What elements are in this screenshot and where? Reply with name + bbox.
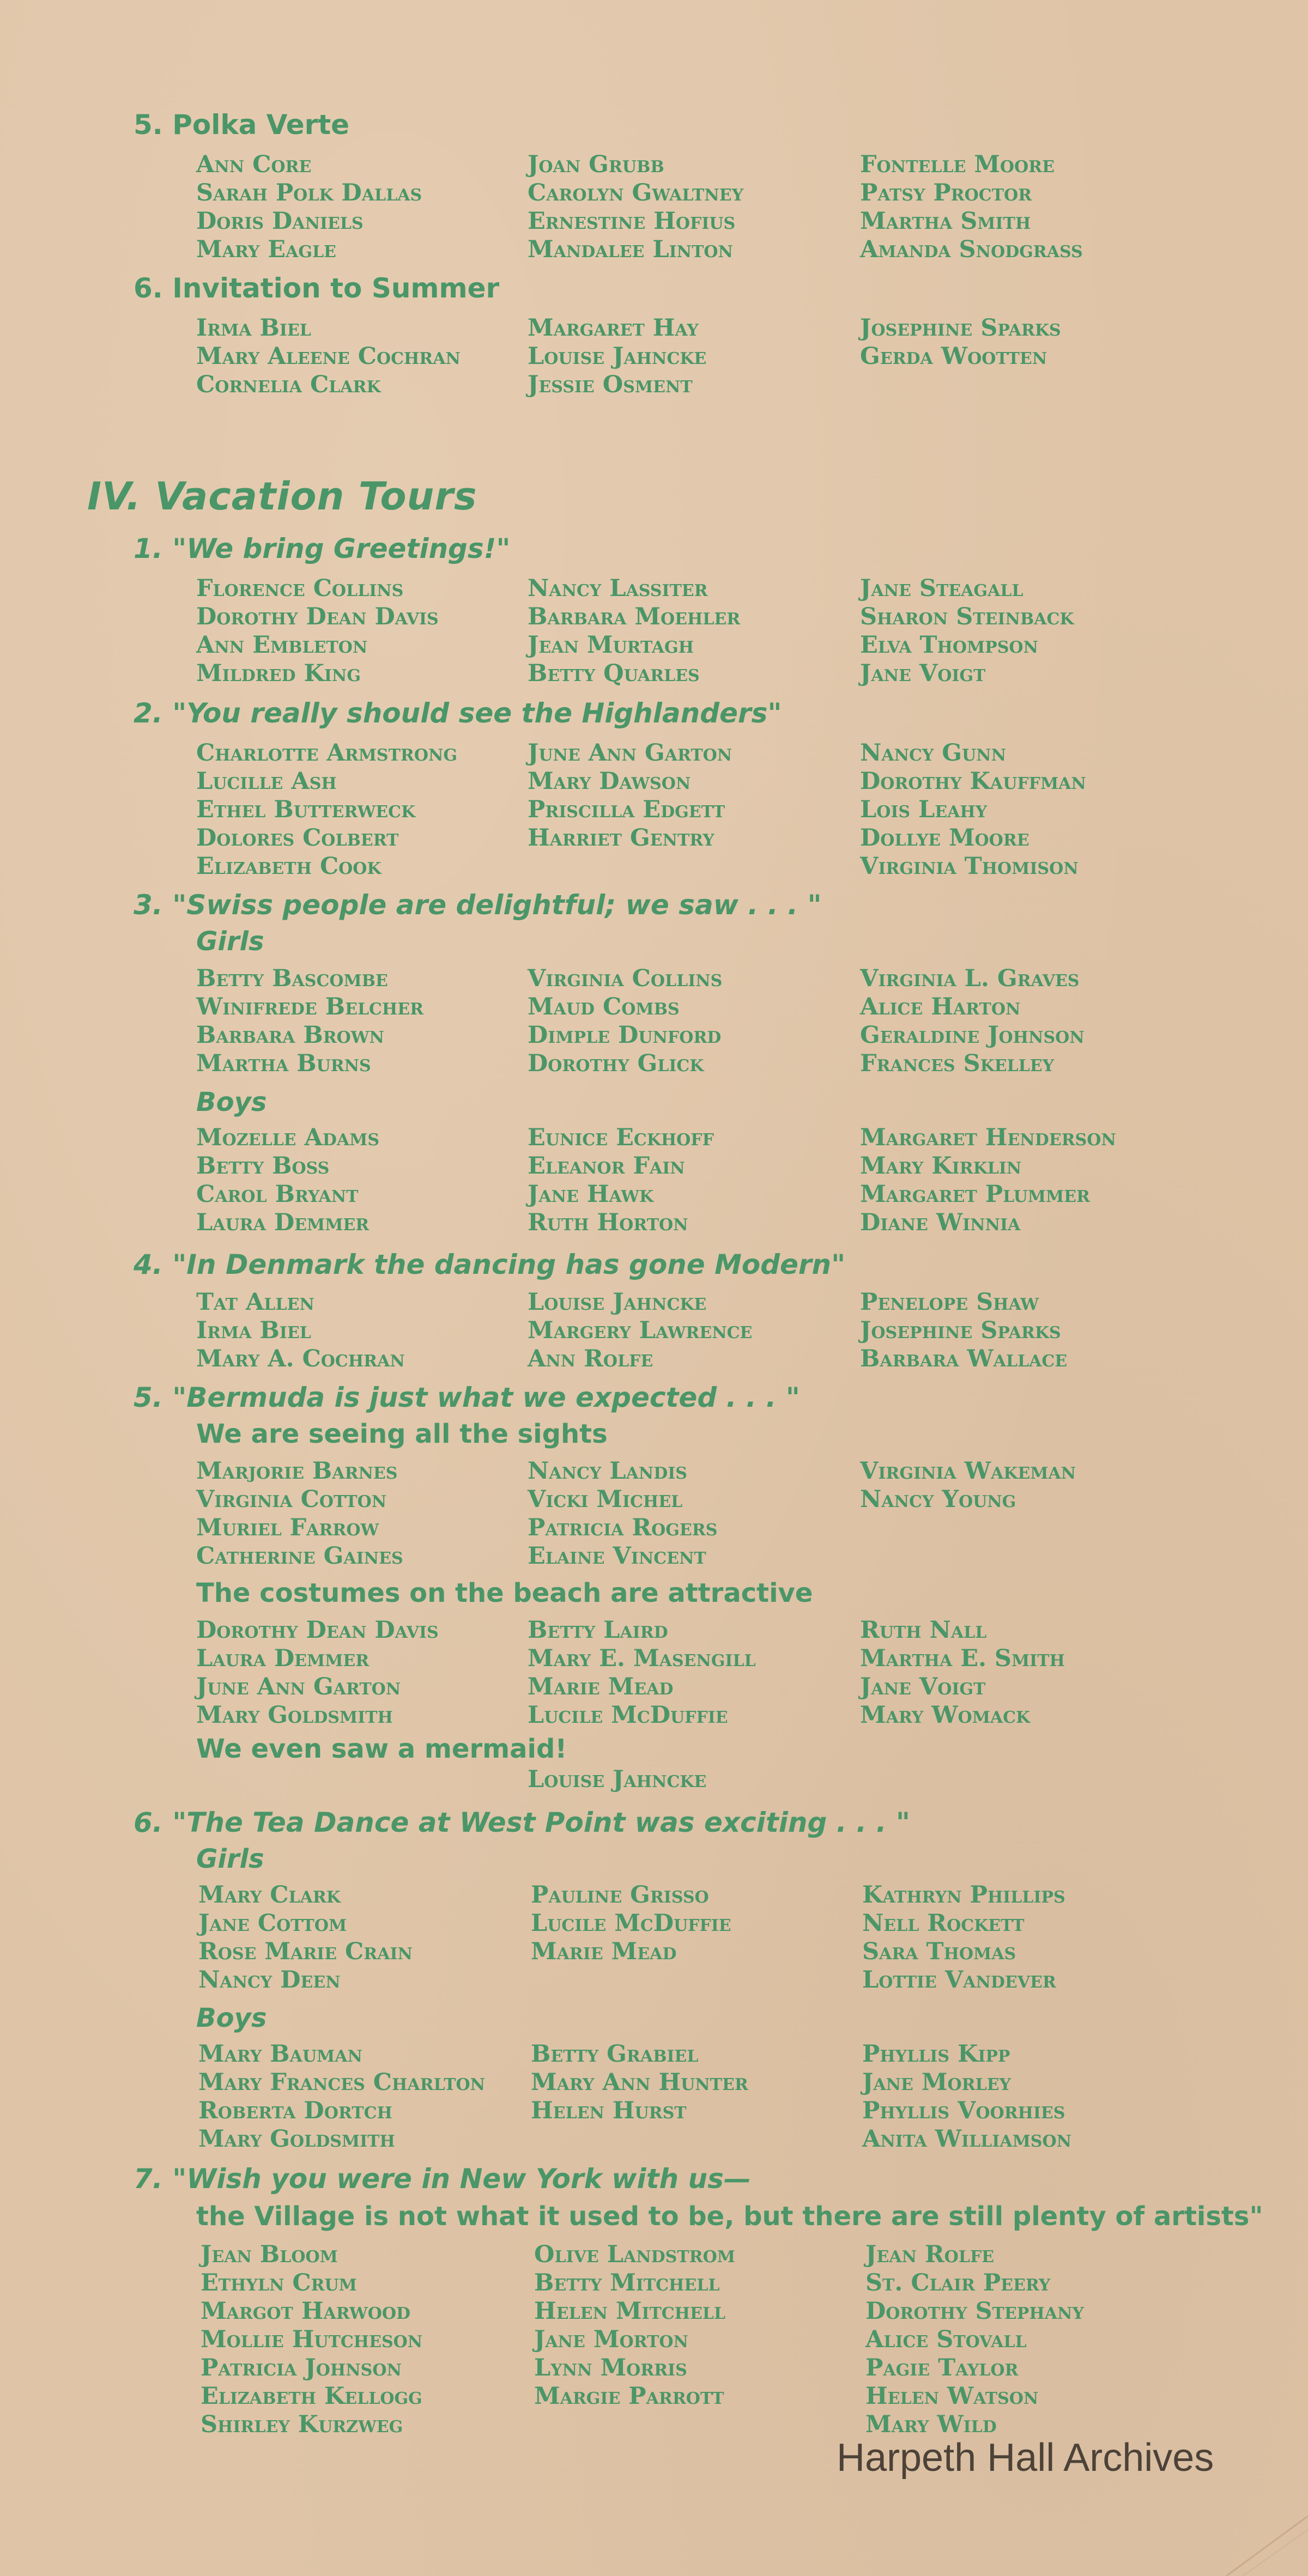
name-column: [528, 1616, 756, 1729]
person-name: Cornelia Clark: [196, 371, 381, 398]
person-name: Winifrede Belcher: [196, 993, 424, 1020]
person-name: Lynn Morris: [534, 2354, 687, 2381]
dance-heading-polka-verte: 5. Polka Verte: [134, 109, 350, 141]
person-name: Sharon Steinback: [860, 603, 1074, 630]
person-name: Ernestine Hofius: [528, 208, 736, 235]
person-name: Lottie Vandever: [862, 1966, 1056, 1994]
person-name: Mary Eagle: [196, 236, 336, 263]
person-name: Lucile McDuffie: [531, 1910, 731, 1937]
person-name: Maud Combs: [528, 993, 680, 1020]
person-name: Phyllis Kipp: [862, 2040, 1010, 2068]
person-name: Virginia Thomison: [860, 853, 1079, 880]
person-name: Louise Jahncke: [528, 343, 707, 370]
person-name: Nancy Young: [860, 1486, 1016, 1513]
name-column: [860, 1457, 1076, 1514]
name-column: [196, 739, 457, 880]
person-name: Margie Parrott: [534, 2383, 724, 2410]
person-name: Pagie Taylor: [865, 2354, 1019, 2381]
name-mermaid: Louise Jahncke: [528, 1766, 707, 1793]
person-name: Jean Rolfe: [865, 2241, 995, 2268]
person-name: Doris Daniels: [196, 208, 364, 235]
person-name: Martha Burns: [196, 1050, 371, 1077]
person-name: Eleanor Fain: [528, 1152, 685, 1180]
section-title-vacation-tours: IV. Vacation Tours: [87, 474, 477, 519]
person-name: Jane Morton: [534, 2326, 688, 2353]
person-name: Betty Quarles: [528, 660, 700, 687]
person-name: Mary Frances Charlton: [198, 2069, 486, 2096]
person-name: Margaret Henderson: [860, 1124, 1116, 1151]
name-column: [860, 1123, 1116, 1237]
person-name: Amanda Snodgrass: [860, 236, 1083, 263]
person-name: Dorothy Stephany: [865, 2298, 1084, 2325]
name-column: [196, 150, 422, 264]
person-name: Mary Dawson: [528, 768, 691, 795]
person-name: Penelope Shaw: [860, 1289, 1039, 1316]
name-column: [198, 2040, 485, 2153]
person-name: Sara Thomas: [862, 1938, 1016, 1965]
person-name: Mary Womack: [860, 1702, 1031, 1729]
person-name: Margaret Plummer: [860, 1181, 1090, 1208]
person-name: Nell Rockett: [862, 1910, 1025, 1937]
person-name: Mary Goldsmith: [196, 1702, 393, 1729]
person-name: Marjorie Barnes: [196, 1457, 398, 1485]
person-name: Tat Allen: [196, 1289, 314, 1316]
person-name: Elva Thompson: [860, 631, 1038, 659]
name-column: [201, 2240, 422, 2439]
name-column: [196, 574, 439, 688]
person-name: Lois Leahy: [860, 796, 988, 823]
person-name: Mandalee Linton: [528, 236, 733, 263]
archive-watermark: Harpeth Hall Archives: [837, 2436, 1214, 2480]
person-name: Carol Bryant: [196, 1181, 359, 1208]
name-column: [860, 314, 1061, 370]
tour-heading-bermuda: 5. "Bermuda is just what we expected . . . ": [134, 1382, 800, 1413]
person-name: Martha E. Smith: [860, 1645, 1065, 1672]
name-column: [528, 1457, 717, 1570]
name-column: [860, 964, 1085, 1078]
name-column: [860, 739, 1086, 880]
name-column: [865, 2240, 1084, 2439]
person-name: Olive Landstrom: [534, 2241, 735, 2268]
person-name: Virginia L. Graves: [860, 965, 1080, 992]
person-name: Elizabeth Kellogg: [201, 2383, 422, 2410]
person-name: Fontelle Moore: [860, 151, 1055, 178]
person-name: Geraldine Johnson: [860, 1022, 1085, 1049]
person-name: Patricia Johnson: [201, 2354, 402, 2381]
person-name: Josephine Sparks: [860, 1317, 1061, 1344]
person-name: Marie Mead: [531, 1938, 677, 1965]
person-name: Anita Williamson: [862, 2125, 1071, 2153]
name-column: [198, 1881, 413, 1994]
name-column: [196, 964, 423, 1078]
person-name: Ann Core: [196, 151, 312, 178]
costumes-label: The costumes on the beach are attractive: [196, 1578, 813, 1608]
boys-label: Boys: [196, 1087, 267, 1117]
person-name: Jean Bloom: [201, 2241, 338, 2268]
person-name: Virginia Cotton: [196, 1486, 387, 1513]
name-column: [531, 1881, 731, 1966]
person-name: St. Clair Peery: [865, 2269, 1051, 2296]
sights-label: We are seeing all the sights: [196, 1419, 608, 1449]
person-name: Ann Embleton: [196, 631, 368, 659]
person-name: Ruth Horton: [528, 1209, 688, 1236]
person-name: Alice Harton: [860, 993, 1021, 1020]
person-name: Alice Stovall: [865, 2326, 1027, 2353]
person-name: Mary Bauman: [198, 2040, 362, 2068]
person-name: Frances Skelley: [860, 1050, 1054, 1077]
person-name: Nancy Gunn: [860, 739, 1006, 767]
name-column: [531, 2040, 748, 2125]
name-column: [196, 1123, 379, 1237]
tour-heading-highlanders: 2. "You really should see the Highlanders": [134, 697, 782, 729]
person-name: Harriet Gentry: [528, 824, 714, 852]
person-name: Barbara Brown: [196, 1022, 384, 1049]
person-name: Shirley Kurzweg: [201, 2411, 403, 2438]
person-name: Ethel Butterweck: [196, 796, 416, 823]
person-name: Betty Grabiel: [531, 2040, 699, 2068]
person-name: Betty Bascombe: [196, 965, 388, 992]
tour-heading-denmark: 4. "In Denmark the dancing has gone Modern": [134, 1249, 846, 1280]
person-name: Jane Steagall: [860, 575, 1024, 602]
person-name: Mollie Hutcheson: [201, 2326, 423, 2353]
person-name: Nancy Deen: [198, 1966, 341, 1994]
name-column: [862, 2040, 1071, 2153]
tour-heading-new-york: 7. "Wish you were in New York with us—: [134, 2163, 751, 2195]
person-name: Ruth Nall: [860, 1617, 987, 1644]
person-name: Virginia Collins: [528, 965, 723, 992]
person-name: Betty Laird: [528, 1617, 668, 1644]
person-name: Helen Watson: [865, 2383, 1039, 2410]
person-name: Mary Aleene Cochran: [196, 343, 461, 370]
person-name: Ann Rolfe: [528, 1345, 653, 1372]
person-name: Dolores Colbert: [196, 824, 399, 852]
person-name: Marie Mead: [528, 1673, 674, 1700]
tour-heading-new-york-line2: the Village is not what it used to be, but there are still plenty of artists": [196, 2201, 1263, 2232]
person-name: June Ann Garton: [196, 1673, 401, 1700]
tour-heading-greetings: 1. "We bring Greetings!": [134, 533, 511, 564]
person-name: Jessie Osment: [528, 371, 693, 398]
person-name: Elaine Vincent: [528, 1542, 706, 1570]
person-name: Mary E. Masengill: [528, 1645, 756, 1672]
person-name: Margot Harwood: [201, 2298, 411, 2325]
boys-label: Boys: [196, 2003, 267, 2033]
girls-label: Girls: [196, 926, 264, 957]
person-name: Jane Morley: [862, 2069, 1011, 2096]
name-column: [534, 2240, 735, 2410]
person-name: Vicki Michel: [528, 1486, 683, 1513]
person-name: Joan Grubb: [528, 151, 664, 178]
person-name: Elizabeth Cook: [196, 853, 382, 880]
person-name: Betty Mitchell: [534, 2269, 720, 2296]
person-name: Nancy Lassiter: [528, 575, 708, 602]
person-name: Dorothy Dean Davis: [196, 1617, 439, 1644]
person-name: Barbara Wallace: [860, 1345, 1068, 1372]
name-column: [528, 150, 743, 264]
mermaid-label: We even saw a mermaid!: [196, 1734, 567, 1764]
person-name: Mary Ann Hunter: [531, 2069, 748, 2096]
person-name: Patricia Rogers: [528, 1514, 718, 1541]
person-name: June Ann Garton: [528, 739, 732, 767]
person-name: Martha Smith: [860, 208, 1031, 235]
dance-heading-invitation-to-summer: 6. Invitation to Summer: [134, 272, 500, 304]
person-name: Kathryn Phillips: [862, 1881, 1065, 1909]
person-name: Jane Hawk: [528, 1181, 654, 1208]
name-column: [196, 314, 461, 399]
person-name: Ethyln Crum: [201, 2269, 357, 2296]
name-column: [860, 574, 1074, 688]
person-name: Dorothy Glick: [528, 1050, 704, 1077]
person-name: Mary Goldsmith: [198, 2125, 395, 2153]
person-name: Lucile McDuffie: [528, 1702, 728, 1729]
person-name: Margaret Hay: [528, 314, 699, 342]
person-name: Mildred King: [196, 660, 361, 687]
person-name: Patsy Proctor: [860, 179, 1032, 206]
person-name: Laura Demmer: [196, 1645, 370, 1672]
person-name: Jane Voigt: [860, 660, 986, 687]
name-column: [860, 1616, 1065, 1729]
name-column: [528, 314, 706, 399]
name-column: [860, 150, 1083, 264]
person-name: Rose Marie Crain: [198, 1938, 413, 1965]
name-column: [528, 964, 722, 1078]
person-name: Josephine Sparks: [860, 314, 1061, 342]
person-name: Helen Mitchell: [534, 2298, 726, 2325]
person-name: Gerda Wootten: [860, 343, 1047, 370]
person-name: Betty Boss: [196, 1152, 330, 1180]
person-name: Muriel Farrow: [196, 1514, 379, 1541]
tour-heading-west-point: 6. "The Tea Dance at West Point was exciting . . . ": [134, 1807, 910, 1838]
person-name: Diane Winnia: [860, 1209, 1021, 1236]
name-column: [196, 1288, 405, 1373]
person-name: Charlotte Armstrong: [196, 739, 458, 767]
person-name: Roberta Dortch: [198, 2097, 392, 2124]
person-name: Catherine Gaines: [196, 1542, 403, 1570]
person-name: Mary Kirklin: [860, 1152, 1022, 1180]
name-column: [528, 1288, 752, 1373]
person-name: Mozelle Adams: [196, 1124, 380, 1151]
person-name: Phyllis Voorhies: [862, 2097, 1065, 2124]
name-column: [862, 1881, 1065, 1994]
person-name: Dorothy Kauffman: [860, 768, 1086, 795]
person-name: Carolyn Gwaltney: [528, 179, 743, 206]
name-column: [528, 1123, 714, 1237]
person-name: Irma Biel: [196, 314, 311, 342]
person-name: Dorothy Dean Davis: [196, 603, 439, 630]
person-name: Pauline Grisso: [531, 1881, 709, 1909]
person-name: Mary Clark: [198, 1881, 341, 1909]
person-name: Jane Voigt: [860, 1673, 986, 1700]
person-name: Irma Biel: [196, 1317, 311, 1344]
person-name: Mary Wild: [865, 2411, 997, 2438]
person-name: Dollye Moore: [860, 824, 1030, 852]
name-column: [528, 739, 732, 852]
person-name: Jean Murtagh: [528, 631, 694, 659]
person-name: Jane Cottom: [198, 1910, 347, 1937]
person-name: Louise Jahncke: [528, 1289, 707, 1316]
person-name: Margery Lawrence: [528, 1317, 753, 1344]
person-name: Laura Demmer: [196, 1209, 370, 1236]
person-name: Priscilla Edgett: [528, 796, 725, 823]
name-column: [528, 574, 740, 688]
person-name: Sarah Polk Dallas: [196, 179, 422, 206]
person-name: Virginia Wakeman: [860, 1457, 1076, 1485]
name-column: [196, 1616, 439, 1729]
person-name: Lucille Ash: [196, 768, 337, 795]
person-name: Barbara Moehler: [528, 603, 741, 630]
tour-heading-swiss: 3. "Swiss people are delightful; we saw . . . ": [134, 889, 822, 921]
person-name: Florence Collins: [196, 575, 404, 602]
person-name: Helen Hurst: [531, 2097, 687, 2124]
name-column: [860, 1288, 1067, 1373]
name-column: [196, 1457, 403, 1570]
person-name: Eunice Eckhoff: [528, 1124, 714, 1151]
person-name: Dimple Dunford: [528, 1022, 722, 1049]
person-name: Nancy Landis: [528, 1457, 687, 1485]
page-corner-fold: [1221, 2511, 1308, 2576]
girls-label: Girls: [196, 1844, 264, 1874]
person-name: Mary A. Cochran: [196, 1345, 405, 1372]
